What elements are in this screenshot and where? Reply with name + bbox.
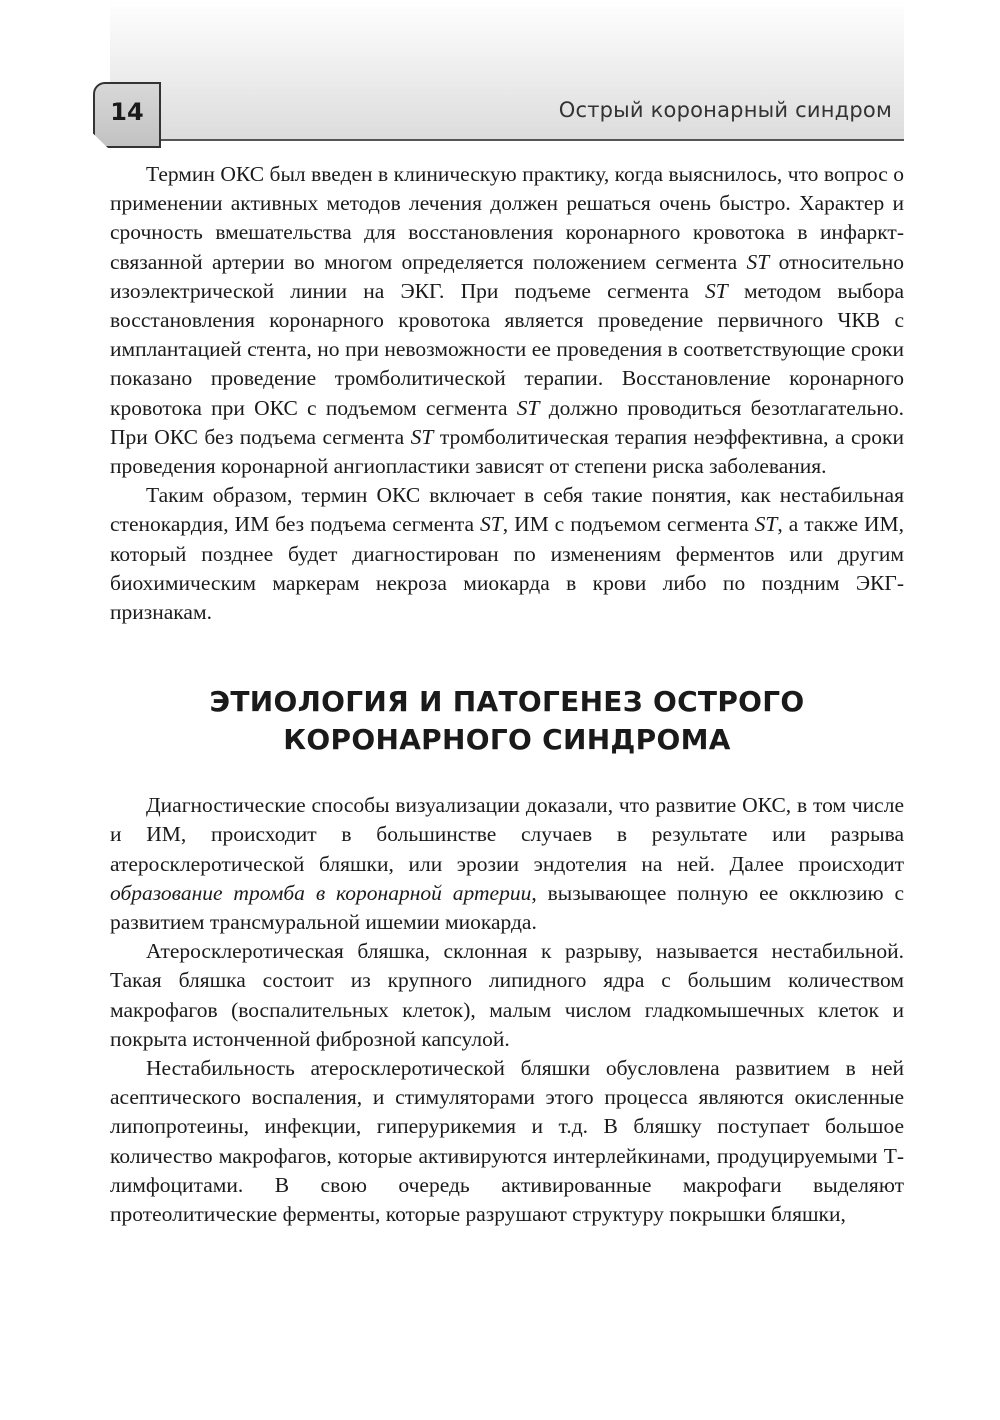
- paragraph-section-1: [110, 791, 904, 937]
- text-segment: Таким образом, термин ОКС включает в себя такие понятия, как нестабильная стенокардия, ИМ без подъема сегмента: [110, 483, 904, 537]
- paragraph-section-3: [110, 1054, 904, 1229]
- text-segment: , вызывающее полную ее окклюзию с развитием трансмуральной ишемии миокарда.: [110, 880, 904, 935]
- st-segment-term: ST: [516, 395, 540, 420]
- text-segment: тромболитическая терапия неэффективна, а сроки проведения коронарной ангиопластики зависят от степени риска заболевания.: [110, 424, 904, 479]
- running-header-rule: [160, 139, 904, 141]
- text-segment: Атеросклеротическая бляшка, склонная к разрыву, называется нестабильной. Такая бляшка состоит из крупного липидного ядра с большим количеством макрофагов (воспалительных клеток), малым числом гладкомышечных клеток и покрыта истонченной фиброзной капсулой.: [110, 939, 904, 1051]
- text-segment: Диагностические способы визуализации доказали, что развитие ОКС, в том числе и ИМ, происходит в большинстве случаев в результате или разрыва атеросклеротической бляшки, или эрозии эндотелия на ней. Далее происходит: [110, 793, 904, 876]
- st-segment-term: ST: [746, 249, 770, 274]
- st-segment-term: ST: [480, 512, 503, 537]
- st-segment-term: ST: [705, 278, 728, 303]
- text-segment: Нестабильность атеросклеротической бляшки обусловлена развитием в ней асептического воспаления, и стимуляторами этого процесса являются окисленные липопротеины, инфекции, гиперурикемия и т.д. В бляшку поступает большое количество макрофагов, которые активируются интерлейкинами, продуцируемыми Т-лимфоцитами. В свою очередь активированные макрофаги выделяют протеолитические ферменты, которые разрушают структуру покрышки бляшки,: [110, 1056, 904, 1227]
- page-number: 14: [110, 98, 144, 126]
- running-title: Острый коронарный синдром: [558, 98, 892, 122]
- text-segment: , а также ИМ, который позднее будет диагностирован по изменениям ферментов или другим биохимическим маркерам некроза миокарда в крови либо по поздним ЭКГ-признакам.: [110, 512, 904, 625]
- st-segment-term: ST: [410, 424, 434, 449]
- emphasis-segment: образование тромба в коронарной артерии: [110, 880, 532, 905]
- text-segment: должно проводиться безотлагательно. При ОКС без подъема сегмента: [110, 395, 904, 449]
- paragraph-intro-1: [110, 160, 904, 481]
- st-segment-term: ST: [754, 512, 778, 537]
- page-body: [110, 160, 904, 1229]
- paragraph-section-2: [110, 937, 904, 1054]
- section-heading-line-2: КОРОНАРНОГО СИНДРОМА: [283, 723, 731, 757]
- text-segment: , ИМ с подъемом сегмента: [502, 512, 755, 537]
- text-segment: методом выбора восстановления коронарного кровотока является проведение первичного ЧКВ с имплантацией стента, но при невозможности ее проведения в соответствующие сроки показано проведение тромболитической терапии. Восстановление коронарного кровотока при ОКС с подъемом сегмента: [110, 278, 904, 420]
- text-segment: относительно изоэлектрической линии на ЭКГ. При подъеме сегмента: [110, 249, 904, 303]
- text-segment: Термин ОКС был введен в клиническую практику, когда выяснилось, что вопрос о применении активных методов лечения должен решаться очень быстро. Характер и срочность вмешательства для восстановления коронарного кровотока в инфаркт-связанной артерии во многом определяется положением сегмента: [110, 162, 904, 274]
- section-heading: [110, 683, 904, 759]
- section-heading-line-1: ЭТИОЛОГИЯ И ПАТОГЕНЕЗ ОСТРОГО: [209, 685, 805, 719]
- paragraph-intro-2: [110, 481, 904, 627]
